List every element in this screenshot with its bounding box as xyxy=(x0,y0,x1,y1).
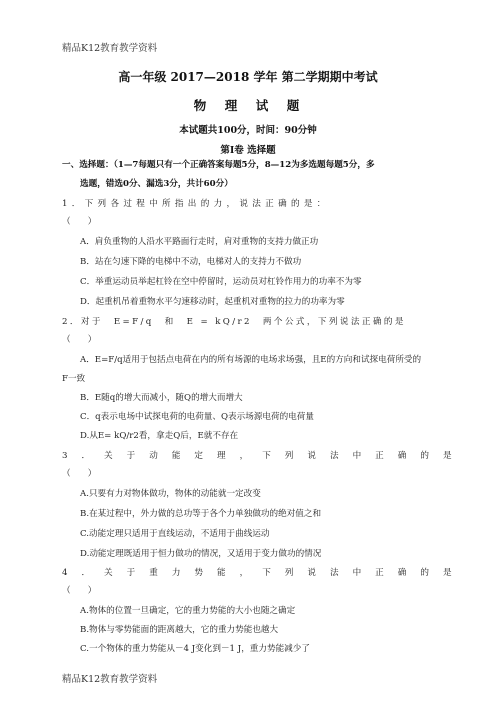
question-4-option-c: C.一个物体的重力势能从－4 J变化到－1 J，重力势能减少了 xyxy=(80,644,310,654)
question-2-option-a-cont: F一致 xyxy=(62,374,86,384)
question-4-option-a: A.物体的位置一旦确定，它的重力势能的大小也随之确定 xyxy=(80,606,296,616)
question-4-option-b: B.物体与零势能面的距离越大，它的重力势能也越大 xyxy=(80,625,279,635)
part-heading: 第I卷 选择题 xyxy=(220,145,276,156)
question-1-option-b: B．站在匀速下降的电梯中不动，电梯对人的支持力不做功 xyxy=(80,257,302,267)
page-footer: 精品K12教育教学资料 xyxy=(62,674,158,685)
question-2-option-b: B．E随q的增大而减小，随Q的增大而增大 xyxy=(80,393,243,403)
question-3-option-a: A.只要有力对物体做功，物体的动能就一定改变 xyxy=(80,489,261,499)
question-3-option-c: C.动能定理只适用于直线运动，不适用于曲线运动 xyxy=(80,529,270,539)
question-2-option-c: C．q表示电场中试探电荷的电荷量、Q表示场源电荷的电荷量 xyxy=(80,412,314,422)
page-header: 精品K12教育教学资料 xyxy=(62,43,158,54)
question-3-paren: （ ） xyxy=(62,469,97,479)
question-2-option-d: D.从E= kQ/r2看，拿走Q后，E就不存在 xyxy=(80,431,239,441)
exam-info: 本试题共100分，时间：90分钟 xyxy=(179,125,317,136)
question-3-option-d: D.动能定理既适用于恒力做功的情况，又适用于变力做功的情况 xyxy=(80,549,322,559)
question-2-paren: （ ） xyxy=(62,335,97,345)
question-4-stem: 4．关于重力势能，下列说法中正确的是 xyxy=(62,568,466,578)
question-3-option-b: B.在某过程中，外力做的总功等于各个力单独做功的绝对值之和 xyxy=(80,509,322,519)
exam-title: 高一年级 2017—2018 学年 第二学期期中考试 xyxy=(118,70,378,84)
question-1-stem: 1．下列各过程中所指出的力，说法正确的是： xyxy=(62,199,330,209)
section-heading-cont: 选题，错选0分、漏选3分，共计60分） xyxy=(80,179,233,189)
question-4-paren: （ ） xyxy=(62,586,97,596)
subject-title: 物 理 试 题 xyxy=(193,98,303,113)
question-1-option-d: D．起重机吊着重物水平匀速移动时，起重机对重物的拉力的功率为零 xyxy=(80,297,345,307)
question-1-paren: （ ） xyxy=(62,217,97,227)
question-2-stem: 2．对于 E=F/q 和 E = kQ/r2 两个公式，下列说法正确的是 xyxy=(62,317,406,327)
question-1-option-c: C．举重运动员举起杠铃在空中停留时，运动员对杠铃作用力的功率不为零 xyxy=(80,277,362,287)
section-heading: 一、选择题：（1—7每题只有一个正确答案每题5分，8—12为多选题每题5分，多 xyxy=(62,160,375,170)
question-1-option-a: A．肩负重物的人沿水平路面行走时，肩对重物的支持力做正功 xyxy=(80,237,319,247)
question-3-stem: 3．关于动能定理，下列说法中正确的是 xyxy=(62,451,466,461)
question-2-option-a: A．E=F/q适用于包括点电荷在内的所有场源的电场求场强，且E的方向和试探电荷所受的 xyxy=(80,355,422,365)
